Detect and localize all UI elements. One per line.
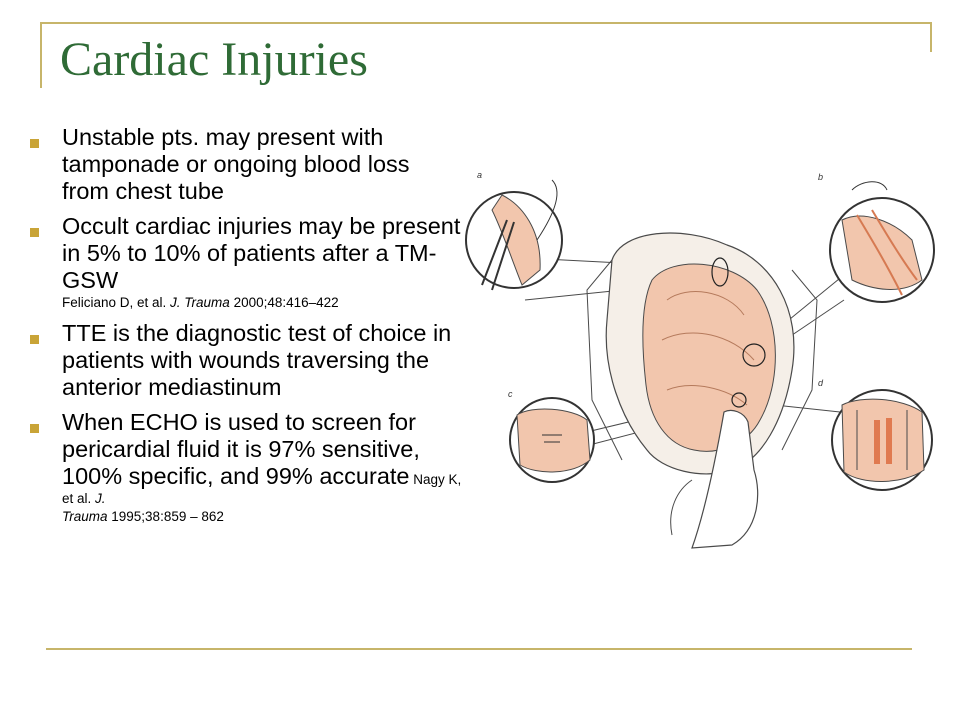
inset-c — [508, 389, 594, 482]
bullet-text: Unstable pts. may present with tamponade or ongoing blood loss from chest tube — [62, 124, 410, 204]
citation-journal: J. Trauma — [170, 295, 230, 310]
bullet-item — [30, 320, 462, 401]
left-rule — [40, 22, 42, 88]
bullet-item — [30, 409, 462, 526]
citation-authors: Nagy K, et al. — [62, 472, 462, 506]
inset-a — [466, 170, 562, 290]
bottom-rule — [46, 648, 912, 650]
inset-d — [818, 378, 932, 490]
top-rule — [40, 22, 932, 24]
bullet-square-icon — [30, 139, 39, 148]
bullet-square-icon — [30, 228, 39, 237]
panel-label-b: b — [818, 172, 824, 182]
right-rule — [930, 22, 932, 52]
citation-authors: Feliciano D, et al. — [62, 295, 171, 310]
cardiac-repair-illustration — [462, 150, 954, 550]
bullet-text: TTE is the diagnostic test of choice in patients with wounds traversing the anterior mediastinum — [62, 320, 452, 400]
citation-journal: J. — [95, 491, 106, 506]
panel-label-d: d — [818, 378, 824, 388]
citation-ref: 1995;38:859 – 862 — [107, 509, 224, 524]
bullet-item — [30, 213, 462, 312]
bullet-text: When ECHO is used to screen for pericardial fluid it is 97% sensitive, 100% specific, and 99% accurate — [62, 409, 420, 489]
slide-title: Cardiac Injuries — [60, 33, 368, 86]
bullet-item — [30, 124, 462, 205]
citation-journal-cont: Trauma — [62, 509, 108, 524]
bullet-square-icon — [30, 335, 39, 344]
bullet-list — [30, 124, 462, 534]
panel-label-a: a — [477, 170, 483, 180]
operative-field — [587, 233, 817, 548]
citation-ref: 2000;48:416–422 — [229, 295, 339, 310]
bullet-square-icon — [30, 424, 39, 433]
bullet-text: Occult cardiac injuries may be present in 5% to 10% of patients after a TM-GSW — [62, 213, 461, 293]
citation — [62, 294, 462, 312]
panel-label-c: c — [508, 389, 513, 399]
